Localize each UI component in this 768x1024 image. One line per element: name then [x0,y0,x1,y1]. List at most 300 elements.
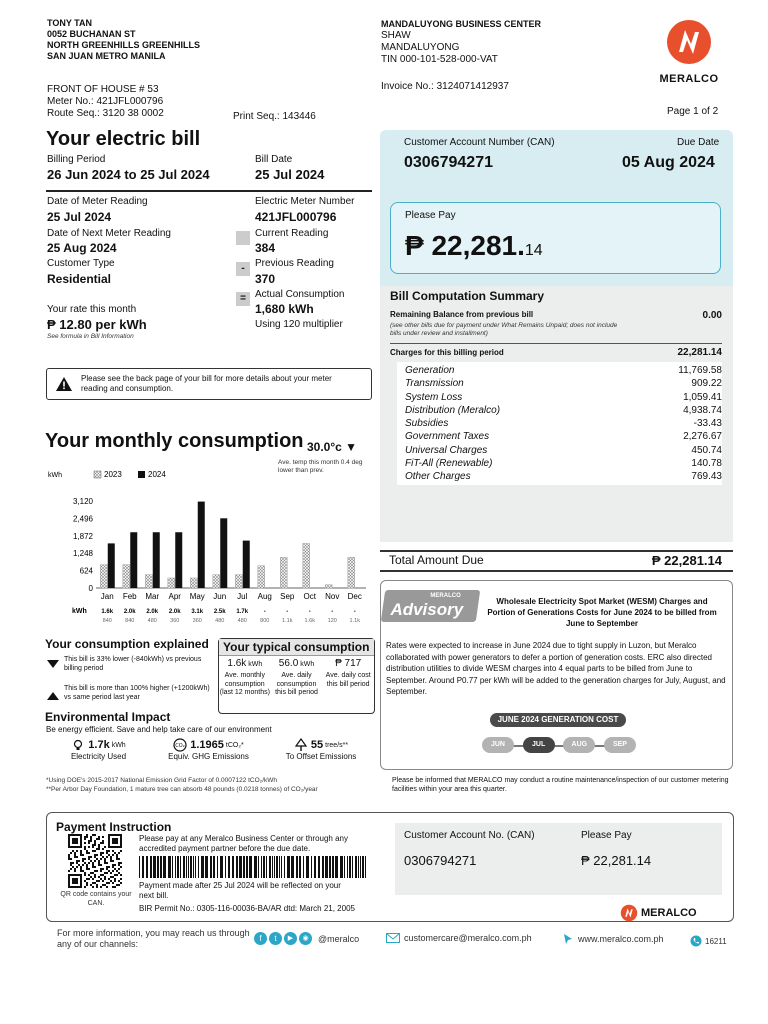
qr-module [70,864,72,866]
next-reading-date: 25 Aug 2024 [47,241,117,255]
stub-amount: ₱ 22,281.14 [581,853,652,868]
qr-module [94,870,96,872]
payment-instruction: Please pay at any Meralco Business Center or through any accredited payment partner before the due date. [139,834,349,853]
qr-module [102,848,104,850]
qr-module [116,854,118,856]
qr-module [84,862,86,864]
social-icons [254,932,359,945]
typical-value: ₱ 717 [335,658,362,669]
qr-module [90,876,92,878]
facebook-icon[interactable]: f [254,932,267,945]
qr-module [112,860,114,862]
charge-label: Other Charges [405,471,471,483]
bar-2024 [108,543,115,588]
qr-module [100,864,102,866]
bar-2023 [190,578,197,588]
typical-desc: Ave. daily cost this bill period [325,672,371,688]
barcode-bar [340,856,343,878]
qr-module [102,840,104,842]
qr-module [74,854,76,856]
typical-title: Your typical consumption [219,639,374,656]
charge-row [405,444,722,457]
can-number: 0306794271 [404,154,493,171]
barcode [139,856,369,878]
qr-module [88,840,90,842]
qr-module [88,868,90,870]
stub-pay-label: Please Pay [581,830,632,841]
stub-can: 0306794271 [404,853,477,868]
billing-period-label: Billing Period [47,154,106,165]
barcode-bar [276,856,278,878]
qr-module [102,868,104,870]
qr-module [76,866,78,868]
barcode-bar [228,856,230,878]
data-label-2024: 2.0k [168,609,181,615]
typical-item [322,658,374,698]
qr-module [96,884,98,886]
equals-sign: = [236,292,250,306]
qr-module [68,854,70,856]
qr-module [82,858,84,860]
barcode-bar [163,856,166,878]
qr-module [112,870,114,872]
charges-total: 22,281.14 [677,347,722,358]
qr-module [72,878,78,884]
qr-module [118,872,120,874]
data-label-2024: 2.0k [146,609,159,615]
qr-module [90,856,92,858]
next-reading-label: Date of Next Meter Reading [47,228,171,239]
qr-module [94,834,96,836]
reading-box [236,231,250,245]
x-tick-label: Mar [145,592,160,601]
data-label-2023: 360 [170,618,180,624]
qr-module [84,846,86,848]
qr-module [86,878,88,880]
data-label-2023: 480 [215,618,225,624]
charge-row [405,470,722,483]
barcode-bar [232,856,234,878]
env-items [46,738,376,772]
qr-module [118,852,120,854]
bar-2023 [145,575,152,588]
charge-label: Government Taxes [405,431,490,443]
barcode-bar [355,856,357,878]
qr-module [72,862,74,864]
can-label: Customer Account Number (CAN) [404,137,555,148]
stub-can-label: Customer Account No. (CAN) [404,830,535,841]
meralco-logo-icon [620,904,638,922]
meter-number-label: Electric Meter Number [255,196,355,207]
qr-module [86,866,88,868]
qr-module [106,856,108,858]
rate-note: See formula in Bill Information [47,333,134,340]
arrow-up-icon [47,688,59,706]
charge-row [405,430,722,443]
charge-label: Subsidies [405,418,449,430]
qr-module [112,866,114,868]
env-emissions: CO₂ 1.1965 tCO₂* Equiv. GHG Emissions [168,739,249,761]
barcode-bar [180,856,181,878]
qr-module [114,868,116,870]
qr-module [108,882,110,884]
qr-module [120,874,122,876]
barcode-bar [352,856,353,878]
charge-value: -33.43 [693,418,722,430]
barcode-bar [263,856,265,878]
qr-module [108,878,110,880]
qr-module [106,886,108,888]
customer-type: Residential [47,272,112,286]
bar-2024 [198,502,205,588]
qr-code [68,834,122,888]
charge-value: 2,276.67 [683,431,722,443]
x-tick-label: Apr [168,592,181,601]
qr-module [90,838,92,840]
x-tick-label: Aug [257,592,272,601]
qr-module [120,882,122,884]
qr-module [108,866,110,868]
qr-module [68,870,70,872]
meter-reading-date: 25 Jul 2024 [47,210,112,224]
generation-cost-pill: JUNE 2024 GENERATION COST [490,713,626,727]
qr-module [94,842,96,844]
customer-name: TONY TAN [47,18,93,28]
qr-module [102,852,104,854]
footer-text: For more information, you may reach us through any of our channels: [57,928,250,949]
web-contact[interactable]: www.meralco.com.ph [562,933,664,945]
barcode-bar [190,856,192,878]
qr-module [104,876,106,878]
qr-module [84,872,86,874]
qr-module [74,868,76,870]
messenger-icon[interactable]: ◉ [299,932,312,945]
qr-module [120,878,122,880]
barcode-bar [299,856,301,878]
previous-reading: 370 [255,272,276,286]
qr-module [114,864,116,866]
month-pill: JUN [482,737,514,753]
charge-label: Generation [405,365,455,376]
qr-module [118,862,120,864]
charge-row [405,417,722,430]
qr-module [98,848,100,850]
cursor-icon [562,933,574,945]
qr-module [84,838,86,840]
barcode-bar [210,856,212,878]
barcode-bar [314,856,316,878]
barcode-bar [175,856,176,878]
qr-module [120,850,122,852]
data-label-2024: - [331,609,334,615]
qr-module [68,858,70,860]
hotline-contact[interactable]: 16211 [690,935,727,947]
qr-module [70,852,72,854]
qr-module [92,844,94,846]
qr-module [88,862,90,864]
qr-module [80,868,82,870]
please-pay-label: Please Pay [405,210,456,221]
barcode-bar [142,856,144,878]
y-tick-label: 3,120 [72,497,93,507]
barcode-bar [195,856,196,878]
advisory-months [482,737,636,753]
qr-module [94,844,96,846]
consumption-chart [46,466,372,630]
typical-value: 56.0 [278,658,299,669]
late-payment-note: Payment made after 25 Jul 2024 will be reflected on your next bill. [139,881,341,900]
qr-module [104,878,106,880]
data-label-2024: - [308,609,311,615]
charge-row [405,391,722,404]
please-pay-box [390,202,721,274]
barcode-bar [172,856,173,878]
qr-module [112,882,114,884]
qr-module [82,870,84,872]
qr-module [100,868,102,870]
qr-module [94,866,96,868]
current-reading: 384 [255,241,276,255]
env-title: Environmental Impact [45,710,171,724]
qr-module [68,856,70,858]
qr-module [70,858,72,860]
barcode-bar [205,856,208,878]
qr-module [110,858,112,860]
qr-module [104,872,106,874]
qr-module [98,844,100,846]
meter-notice: Please see the back page of your bill for more details about your meter reading and consumption. [46,368,372,400]
charges-label: Charges for this billing period [390,348,504,357]
qr-module [92,882,94,884]
barcode-bar [291,856,294,878]
qr-module [106,862,108,864]
barcode-bar [193,856,194,878]
y-tick-label: 0 [88,584,93,593]
data-label-2023: 120 [327,618,337,624]
typical-consumption-box [218,638,375,714]
y-tick-label: 1,872 [72,531,93,541]
x-tick-label: Jun [213,592,227,601]
data-label-2024: - [286,609,289,615]
charge-label: Universal Charges [405,444,488,456]
qr-module [100,886,102,888]
qr-module [78,860,80,862]
previous-reading-label: Previous Reading [255,258,334,269]
qr-module [86,884,88,886]
qr-module [102,856,104,858]
charges-list [397,362,722,485]
qr-module [108,870,110,872]
qr-module [70,862,72,864]
qr-module [94,856,96,858]
legend-swatch-2023 [94,471,101,478]
barcode-bar [153,856,156,878]
barcode-bar [365,856,366,878]
qr-module [74,852,76,854]
qr-module [100,858,102,860]
barcode-bar [150,856,152,878]
qr-module [118,880,120,882]
qr-module [112,838,118,844]
qr-module [102,842,104,844]
barcode-bar [284,856,285,878]
rate-value: ₱ 12.80 per kWh [47,317,147,332]
typical-item [271,658,323,698]
x-tick-label: Nov [325,592,340,601]
qr-module [86,852,88,854]
y-tick-label: 1,248 [72,549,93,559]
qr-module [92,878,94,880]
data-label-2024: 2.0k [123,609,136,615]
barcode-bar [188,856,189,878]
barcode-bar [360,856,361,878]
bill-title: Your electric bill [46,128,201,150]
print-seq: Print Seq.: 143446 [233,111,316,122]
social-handle[interactable]: @meralco [318,933,360,944]
phone-icon [690,935,702,947]
qr-module [76,856,78,858]
maintenance-notice: Please be informed that MERALCO may conduct a routine maintenance/inspection of our customer metering facilities within your area this quarter. [392,777,729,793]
barcode-bar [362,856,364,878]
meralco-logo-icon [665,18,713,66]
charge-value: 769.43 [691,471,722,483]
qr-module [110,880,112,882]
barcode-bar [269,856,271,878]
env-subtitle: Be energy efficient. Save and help take care of our environment [46,725,272,734]
qr-module [92,834,94,836]
charge-row [405,364,722,377]
qr-module [98,836,100,838]
bar-2024 [130,532,137,588]
barcode-bar [347,856,348,878]
qr-module [74,856,76,858]
qr-module [102,836,104,838]
barcode-bar [296,856,298,878]
qr-module [112,850,114,852]
qr-module [88,852,90,854]
qr-module [84,842,86,844]
data-label-2023: 480 [147,618,157,624]
payment-title: Payment Instruction [56,820,172,834]
qr-module [114,880,116,882]
actual-consumption-label: Actual Consumption [255,289,345,300]
qr-module [106,852,108,854]
qr-module [80,870,82,872]
meter-number: 421JFL000796 [255,210,337,224]
qr-module [82,864,84,866]
qr-module [74,870,76,872]
bar-2024 [175,532,182,588]
multiplier-note: Using 120 multiplier [255,319,343,330]
qr-module [106,866,108,868]
barcode-bar [266,856,267,878]
qr-module [92,864,94,866]
qr-module [90,840,92,842]
qr-module [104,860,106,862]
barcode-bar [186,856,187,878]
customer-address: TONY TAN 0052 BUCHANAN ST NORTH GREENHILLS GREENHILLS SAN JUAN METRO MANILA [47,18,201,61]
qr-module [80,866,82,868]
qr-module [94,854,96,856]
qr-module [104,862,106,864]
email-contact[interactable]: customercare@meralco.com.ph [386,933,532,943]
qr-module [112,886,114,888]
y-tick-label: 624 [79,566,93,576]
barcode-bar [177,856,179,878]
charge-label: Transmission [405,378,464,390]
env-electricity: 1.7k kWh Electricity Used [70,739,127,761]
footer-logo: MERALCO [620,904,697,922]
legend-2023: 2023 [104,470,122,479]
remaining-balance: 0.00 [702,310,722,321]
qr-module [106,872,108,874]
qr-module [72,850,74,852]
explained-title: Your consumption explained [45,637,209,651]
month-pill: JUL [523,737,555,753]
qr-module [108,850,110,852]
qr-module [96,870,98,872]
qr-module [84,880,86,882]
charge-value: 140.78 [691,458,722,470]
charge-value: 909.22 [691,378,722,390]
data-label-2024: 3.1k [191,609,204,615]
qr-module [110,856,112,858]
temperature: 30.0°c ▼ [307,440,358,454]
bill-date: 25 Jul 2024 [255,167,325,182]
typical-desc: Ave. monthly consumption (last 12 months) [219,672,270,696]
legend-swatch-2024 [138,471,145,478]
twitter-icon[interactable]: t [269,932,282,945]
remaining-balance-label: Remaining Balance from previous bill [390,310,534,319]
barcode-bar [274,856,275,878]
business-center: MANDALUYONG BUSINESS CENTER SHAW MANDALUYONG TIN 000-101-528-000-VAT [381,19,542,65]
data-label-2024: - [263,609,266,615]
qr-module [112,854,114,856]
barcode-bar [249,856,252,878]
email-icon [386,933,400,943]
qr-module [88,856,90,858]
barcode-bar [344,856,345,878]
qr-module [90,836,92,838]
y-axis-label: kWh [48,472,62,479]
co2-icon [173,738,187,752]
bir-permit: BIR Permit No.: 0305-116-00036-BA/AR dtd: March 21, 2005 [139,904,355,913]
lightbulb-icon [71,738,85,752]
qr-module [84,836,86,838]
bar-2024 [243,541,250,588]
data-label-2023: 800 [260,618,270,624]
barcode-bar [213,856,215,878]
data-label-2023: 840 [125,618,135,624]
barcode-bar [217,856,218,878]
advisory-badge: MERALCO Advisory [381,590,480,622]
youtube-icon[interactable]: ▶ [284,932,297,945]
barcode-bar [329,856,331,878]
qr-module [82,854,84,856]
qr-module [72,838,78,844]
qr-module [116,884,118,886]
qr-module [106,850,108,852]
qr-module [100,842,102,844]
qr-module [84,886,86,888]
bar-2023 [258,566,265,588]
bar-2023 [168,578,175,588]
qr-module [96,854,98,856]
qr-module [104,846,106,848]
qr-module [120,862,122,864]
data-label-2023: 1.1k [349,618,360,624]
qr-module [94,882,96,884]
